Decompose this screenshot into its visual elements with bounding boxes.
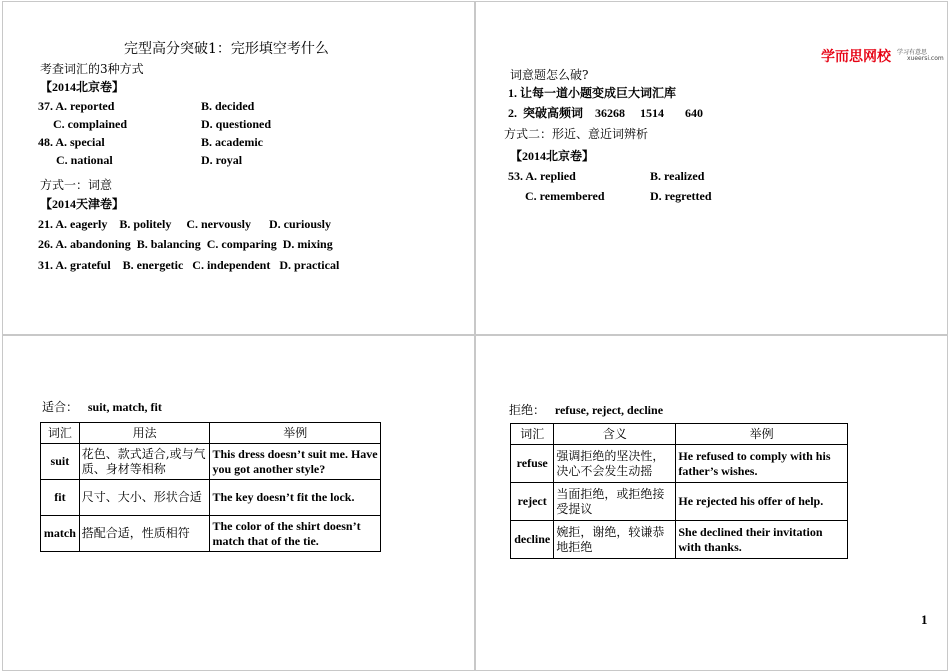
step-2: 2. 突破高频词 36268 1514 640 — [508, 106, 704, 120]
word-cell: fit — [41, 480, 80, 516]
word-cell: refuse — [511, 445, 554, 483]
table-row — [41, 480, 381, 516]
page-number: 1 — [921, 612, 928, 627]
question-heading: 词意题怎么破? — [510, 68, 589, 82]
option: 48. A. special — [38, 135, 105, 149]
header-cell: 词汇 — [511, 424, 554, 445]
option: D. royal — [201, 153, 243, 167]
example-cell: He refused to comply with his father’s wishes. — [676, 445, 848, 483]
exam-label: 【2014北京卷】 — [510, 149, 595, 163]
logo-text: 学而思网校 — [821, 49, 891, 65]
logo-slogan: 学习有意思 — [897, 49, 928, 56]
example-cell: The key doesn’t fit the lock. — [210, 480, 381, 516]
meaning-cell: 婉拒，谢绝，较谦恭地拒绝 — [554, 521, 676, 559]
table-header-row — [41, 423, 381, 444]
slide-1 — [2, 1, 475, 335]
slide-4 — [475, 335, 948, 671]
option: C. remembered — [525, 189, 605, 203]
table-heading — [509, 403, 663, 417]
example-cell: He rejected his offer of help. — [676, 483, 848, 521]
slide-title: 完型高分突破1：完形填空考什么 — [124, 41, 329, 57]
option: B. realized — [650, 169, 705, 183]
header-cell: 用法 — [79, 423, 210, 444]
word-cell: decline — [511, 521, 554, 559]
slide-2 — [475, 1, 948, 335]
heading-cn: 适合： — [42, 400, 79, 414]
heading-cn: 拒绝： — [509, 403, 546, 417]
option: D. questioned — [201, 117, 272, 131]
question-line: 21. A. eagerly B. politely C. nervously D. curiously — [38, 217, 331, 231]
table-row — [41, 444, 381, 480]
vocab-table — [510, 423, 848, 559]
option: B. decided — [201, 99, 255, 113]
table-row — [41, 516, 381, 552]
method-label: 方式一：词意 — [40, 178, 113, 192]
usage-cell: 花色、款式适合,或与气质、身材等相称 — [79, 444, 210, 480]
vocab-table — [40, 422, 381, 552]
example-cell: The color of the shirt doesn’t match that of the tie. — [210, 516, 381, 552]
header-cell: 举例 — [210, 423, 381, 444]
exam-label: 【2014天津卷】 — [40, 197, 125, 211]
word-cell: match — [41, 516, 80, 552]
option: B. academic — [201, 135, 263, 149]
usage-cell: 搭配合适，性质相符 — [79, 516, 210, 552]
xueersi-logo — [821, 46, 944, 65]
meaning-cell: 强调拒绝的坚决性，决心不会发生动摇 — [554, 445, 676, 483]
header-cell: 含义 — [554, 424, 676, 445]
table-header-row — [511, 424, 848, 445]
method-label: 方式二：形近、意近词辨析 — [504, 127, 649, 141]
word-cell: reject — [511, 483, 554, 521]
subtitle: 考查词汇的3种方式 — [40, 62, 144, 76]
heading-en: refuse, reject, decline — [554, 403, 664, 417]
heading-en: suit, match, fit — [87, 400, 162, 414]
question-line: 26. A. abandoning B. balancing C. comparing D. mixing — [38, 237, 333, 251]
option: 53. A. replied — [508, 169, 576, 183]
usage-cell: 尺寸、大小、形状合适 — [79, 480, 210, 516]
header-cell: 词汇 — [41, 423, 80, 444]
table-row — [511, 483, 848, 521]
step-1: 1. 让每一道小题变成巨大词汇库 — [508, 86, 677, 100]
word-cell: suit — [41, 444, 80, 480]
table-row — [511, 521, 848, 559]
option: D. regretted — [650, 189, 712, 203]
slide-3 — [2, 335, 475, 671]
option: C. complained — [53, 117, 128, 131]
example-cell: This dress doesn’t suit me. Have you got another style? — [210, 444, 381, 480]
table-row — [511, 445, 848, 483]
exam-label: 【2014北京卷】 — [40, 80, 125, 94]
header-cell: 举例 — [676, 424, 848, 445]
logo-url: xueersi.com — [907, 55, 944, 62]
question-line: 31. A. grateful B. energetic C. independent D. practical — [38, 258, 340, 272]
table-heading — [42, 400, 162, 414]
option: 37. A. reported — [38, 99, 115, 113]
option: C. national — [56, 153, 113, 167]
example-cell: She declined their invitation with thanks. — [676, 521, 848, 559]
meaning-cell: 当面拒绝，或拒绝接受提议 — [554, 483, 676, 521]
